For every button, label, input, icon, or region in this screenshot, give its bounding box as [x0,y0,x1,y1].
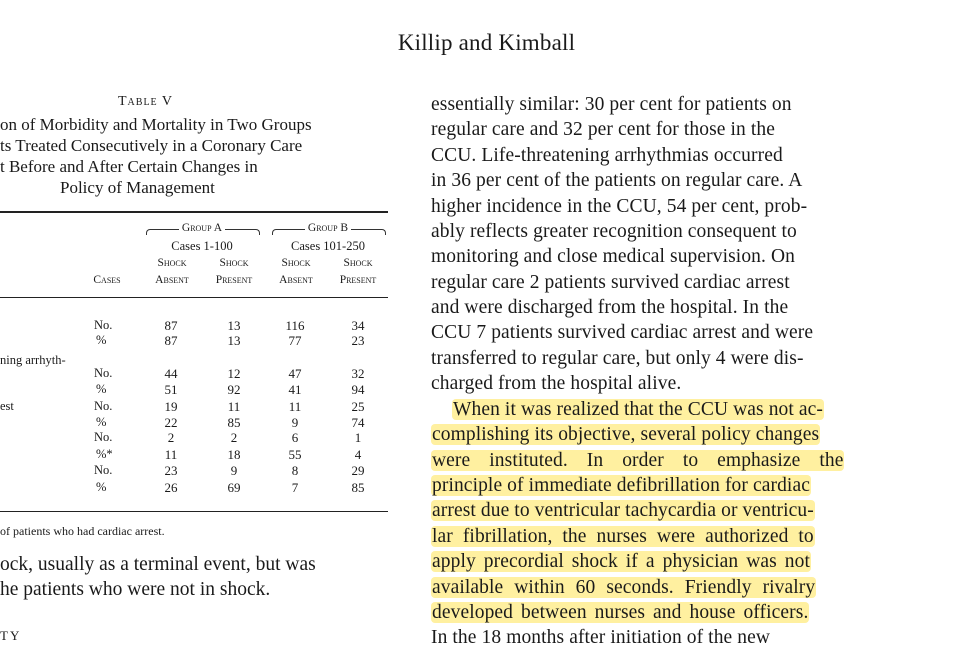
row-label-arrhythmia: ning arrhyth- [0,353,66,367]
right-line-5: higher incidence in the CCU, 54 per cent, prob- [431,196,808,217]
right-line-4: in 36 per cent of the patients on regular care. A [431,170,803,191]
table-row-type: %* [96,447,113,461]
group-b-label [272,222,384,234]
right-last-line: In the 18 months after initiation of the new [431,627,771,648]
table-cell: 94 [351,382,365,397]
table-row-type: % [96,333,107,347]
right-line-1: essentially similar: 30 per cent for patients on [431,94,792,115]
table-cell: 23 [164,463,178,478]
table-caption-line-4: Policy of Management [60,178,215,197]
table-cell: 19 [164,399,178,414]
highlight-line-8 [431,577,816,599]
right-line-12: charged from the hospital alive. [431,373,682,394]
table-row-type: No. [94,430,113,444]
table-cell: 32 [351,366,365,381]
table-caption-line-1: on of Morbidity and Mortality in Two Groups [0,115,312,134]
table-row-type: % [96,415,107,429]
table-cell: 26 [164,480,178,495]
group-a-cases: Cases 1-100 [171,239,233,253]
highlight-text: available within 60 seconds. Friendly rivalry [432,577,816,598]
table-cell: 4 [354,447,362,462]
table-cell: 22 [164,415,178,430]
table-row-type: No. [94,399,113,413]
table-cell: 41 [288,382,302,397]
table-cell: 87 [164,318,178,333]
table-cell: 13 [227,318,241,333]
table-cell: 92 [227,382,241,397]
table-cell: 13 [227,333,241,348]
highlight-text: complishing its objective, several policy changes [432,424,820,445]
highlight-text: apply precordial shock if a physician was not [432,551,811,572]
table-row-type: % [96,382,107,396]
table-cell: 51 [164,382,178,397]
table-caption-line-3: t Before and After Certain Changes in [0,157,258,176]
left-text-line-2: he patients who were not in shock. [0,579,271,600]
highlight-line-7 [431,551,811,573]
table-row-type: No. [94,366,113,380]
right-line-3: CCU. Life-threatening arrhythmias occurred [431,145,783,166]
highlight-line-3 [431,450,844,472]
table-cell: 85 [227,415,241,430]
table-cell: 77 [288,333,302,348]
table-cell: 34 [351,318,365,333]
col-header-2-b: Present [215,274,253,286]
table-cell: 11 [288,399,302,414]
group-a-label [146,222,258,234]
highlight-text: When it was realized that the CCU was not ac- [453,399,824,420]
left-text-line-1: ock, usually as a terminal event, but was [0,554,316,575]
table-header-rule [0,297,388,298]
highlight-text: arrest due to ventricular tachycardia or ventricu- [432,500,814,521]
table-cell: 2 [167,430,175,445]
table-footnote: of patients who had cardiac arrest. [0,524,165,538]
table-cell: 74 [351,415,365,430]
table-cell: 9 [230,463,238,478]
group-a-label-text: Group A [179,222,225,234]
highlight-line-1 [452,399,824,421]
left-section-heading: TY [0,628,22,643]
highlight-text: lar fibrillation, the nurses were authorized to [432,526,814,547]
highlight-line-5 [431,500,815,522]
table-row-type: No. [94,463,113,477]
highlight-text: principle of immediate defibrillation for cardiac [432,475,810,496]
right-line-7: monitoring and close medical supervision. On [431,246,795,267]
right-line-11: transferred to regular care, but only 4 were dis- [431,348,804,369]
highlight-line-9 [431,602,809,624]
table-cell: 85 [351,480,365,495]
table-cell: 12 [227,366,241,381]
table-caption-line-2: ts Treated Consecutively in a Coronary Care [0,136,303,155]
table-cell: 87 [164,333,178,348]
highlight-text: were instituted. In order to emphasize the [432,450,844,471]
right-line-8: regular care 2 patients survived cardiac arrest [431,272,790,293]
col-header-3-a: Shock [281,257,311,269]
table-cell: 7 [291,480,299,495]
col-header-2-a: Shock [219,257,249,269]
group-b-label-text: Group B [305,222,351,234]
table-bottom-rule [0,511,388,512]
table-cell: 47 [288,366,302,381]
right-line-10: CCU 7 patients survived cardiac arrest and were [431,322,814,343]
table-cell: 69 [227,480,241,495]
running-head: Killip and Kimball [397,30,576,55]
table-cell: 18 [227,447,241,462]
col-header-cases: Cases [93,274,121,286]
table-row-type: No. [94,318,113,332]
table-cell: 29 [351,463,365,478]
table-cell: 23 [351,333,365,348]
right-line-2: regular care and 32 per cent for those in the [431,119,775,140]
table-label: Table V [118,94,174,109]
table-cell: 11 [164,447,178,462]
right-line-9: and were discharged from the hospital. In the [431,297,789,318]
table-cell: 55 [288,447,302,462]
highlight-line-6 [431,526,815,548]
table-cell: 1 [354,430,362,445]
table-cell: 2 [230,430,238,445]
table-cell: 25 [351,399,365,414]
col-header-3-b: Absent [279,274,313,286]
table-cell: 9 [291,415,299,430]
table-cell: 116 [285,318,305,333]
table-cell: 6 [291,430,299,445]
table-cell: 44 [164,366,178,381]
row-label-arrest: est [0,399,14,413]
table-row-type: % [96,480,107,494]
highlight-line-4 [431,475,811,497]
col-header-4-b: Present [339,274,377,286]
col-header-1-b: Absent [155,274,189,286]
table-cell: 11 [227,399,241,414]
highlight-line-2 [431,424,820,446]
col-header-4-a: Shock [343,257,373,269]
col-header-1-a: Shock [157,257,187,269]
right-line-6: ably reflects greater recognition consequent to [431,221,797,242]
table-cell: 8 [291,463,299,478]
table-top-rule [0,211,388,213]
highlight-text: developed between nurses and house officers. [432,602,809,623]
group-b-cases: Cases 101-250 [291,239,365,253]
